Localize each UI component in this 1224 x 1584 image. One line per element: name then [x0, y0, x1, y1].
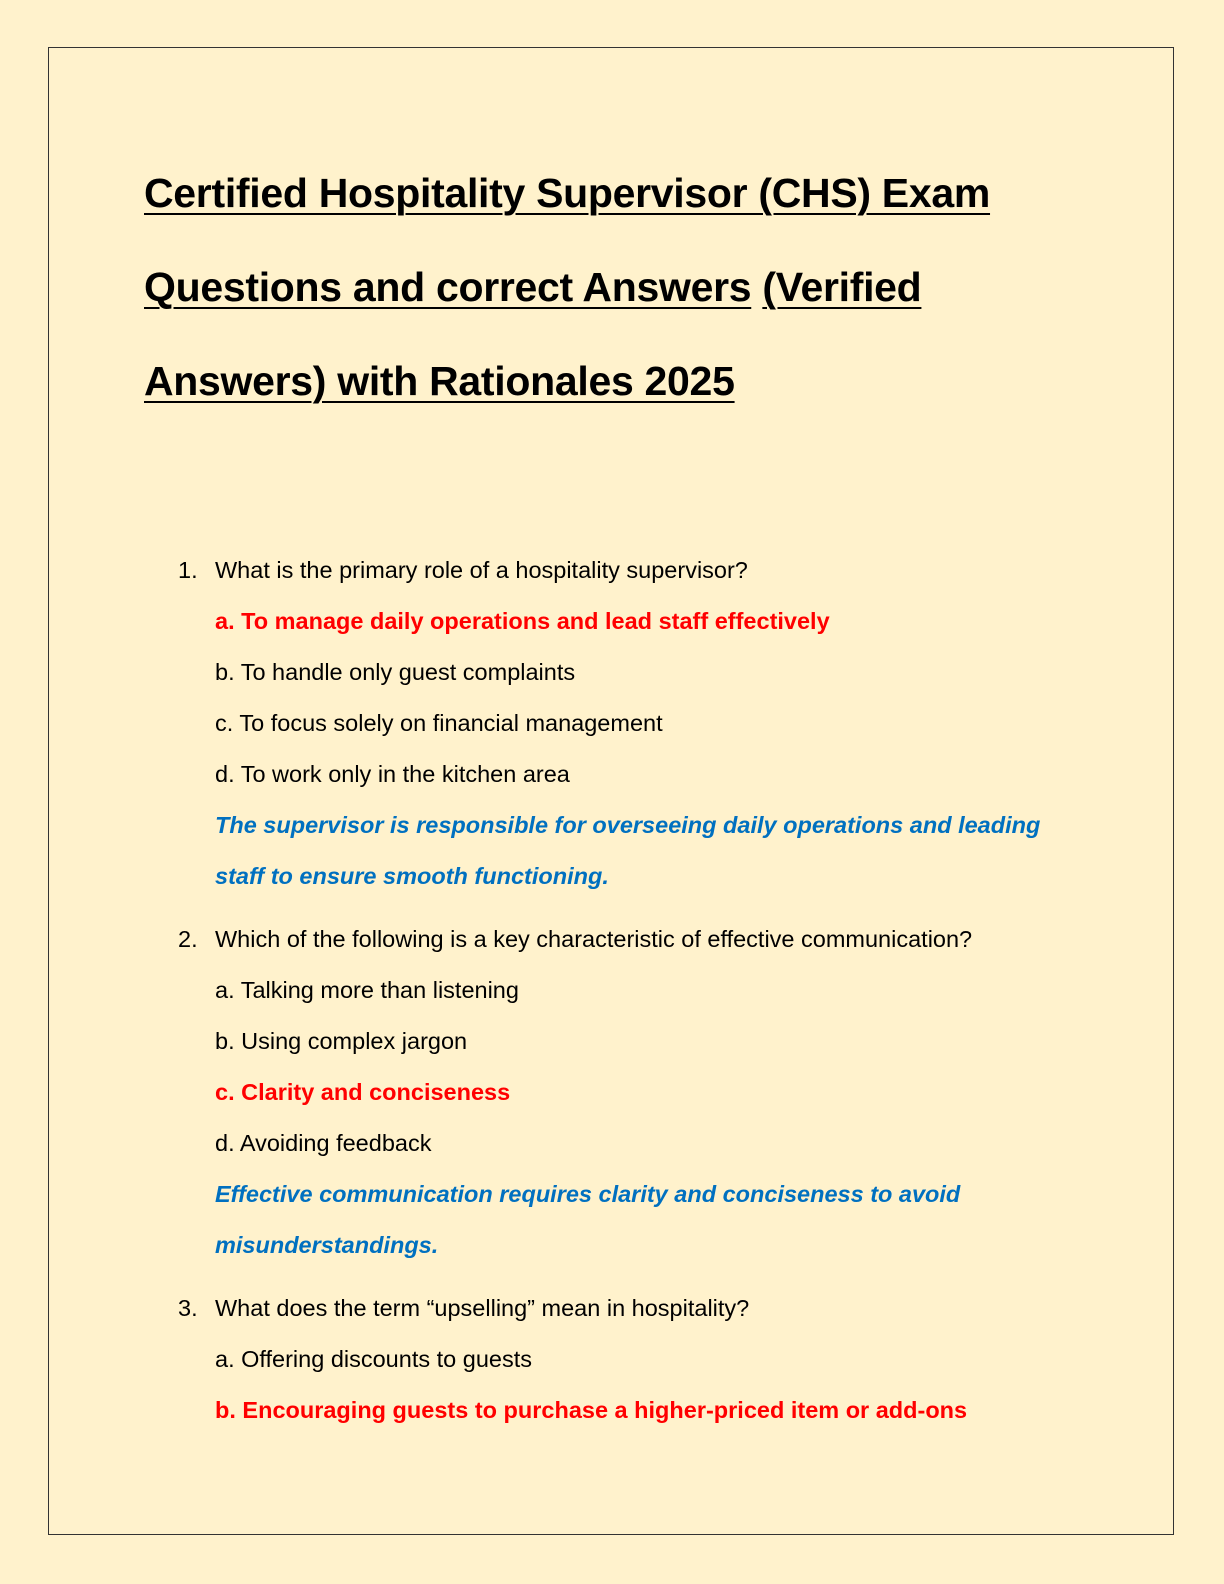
question-text: What is the primary role of a hospitality supervisor?	[215, 557, 748, 583]
question-line	[178, 545, 1078, 596]
rationale: Effective communication requires clarity and conciseness to avoid misunderstandings.	[215, 1181, 961, 1258]
document-title	[144, 146, 1104, 428]
question-item	[178, 545, 1078, 902]
question-list	[178, 545, 1078, 1448]
answer-option: a. Offering discounts to guests	[215, 1346, 532, 1372]
question-number: 3.	[178, 1295, 198, 1321]
question-text: What does the term “upselling” mean in hospitality?	[215, 1295, 750, 1321]
answer-option-correct: b. Encouraging guests to purchase a higher-priced item or add-ons	[215, 1397, 968, 1423]
question-text: Which of the following is a key characteristic of effective communication?	[215, 926, 973, 952]
answer-option: c. To focus solely on financial management	[215, 710, 663, 736]
answer-option: a. Talking more than listening	[215, 977, 519, 1003]
answer-option-correct: a. To manage daily operations and lead staff effectively	[215, 608, 830, 634]
question-line	[178, 1283, 1078, 1334]
title-part-verified: (Verified Answers) with Rationales 2025	[144, 264, 922, 404]
question-item	[178, 1283, 1078, 1436]
answer-option-correct: c. Clarity and conciseness	[215, 1079, 511, 1105]
question-line	[178, 914, 1078, 965]
question-number: 1.	[178, 557, 198, 583]
answer-option: b. Using complex jargon	[215, 1028, 468, 1054]
title-part-main: Certified Hospitality Supervisor (CHS) Exam Questions and correct Answers	[144, 170, 991, 310]
question-item	[178, 914, 1078, 1271]
question-number: 2.	[178, 926, 198, 952]
answer-option: d. To work only in the kitchen area	[215, 761, 570, 787]
answer-option: d. Avoiding feedback	[215, 1130, 432, 1156]
answer-option: b. To handle only guest complaints	[215, 659, 576, 685]
rationale: The supervisor is responsible for overseeing daily operations and leading staff to ensure smooth functioning.	[215, 812, 1041, 889]
